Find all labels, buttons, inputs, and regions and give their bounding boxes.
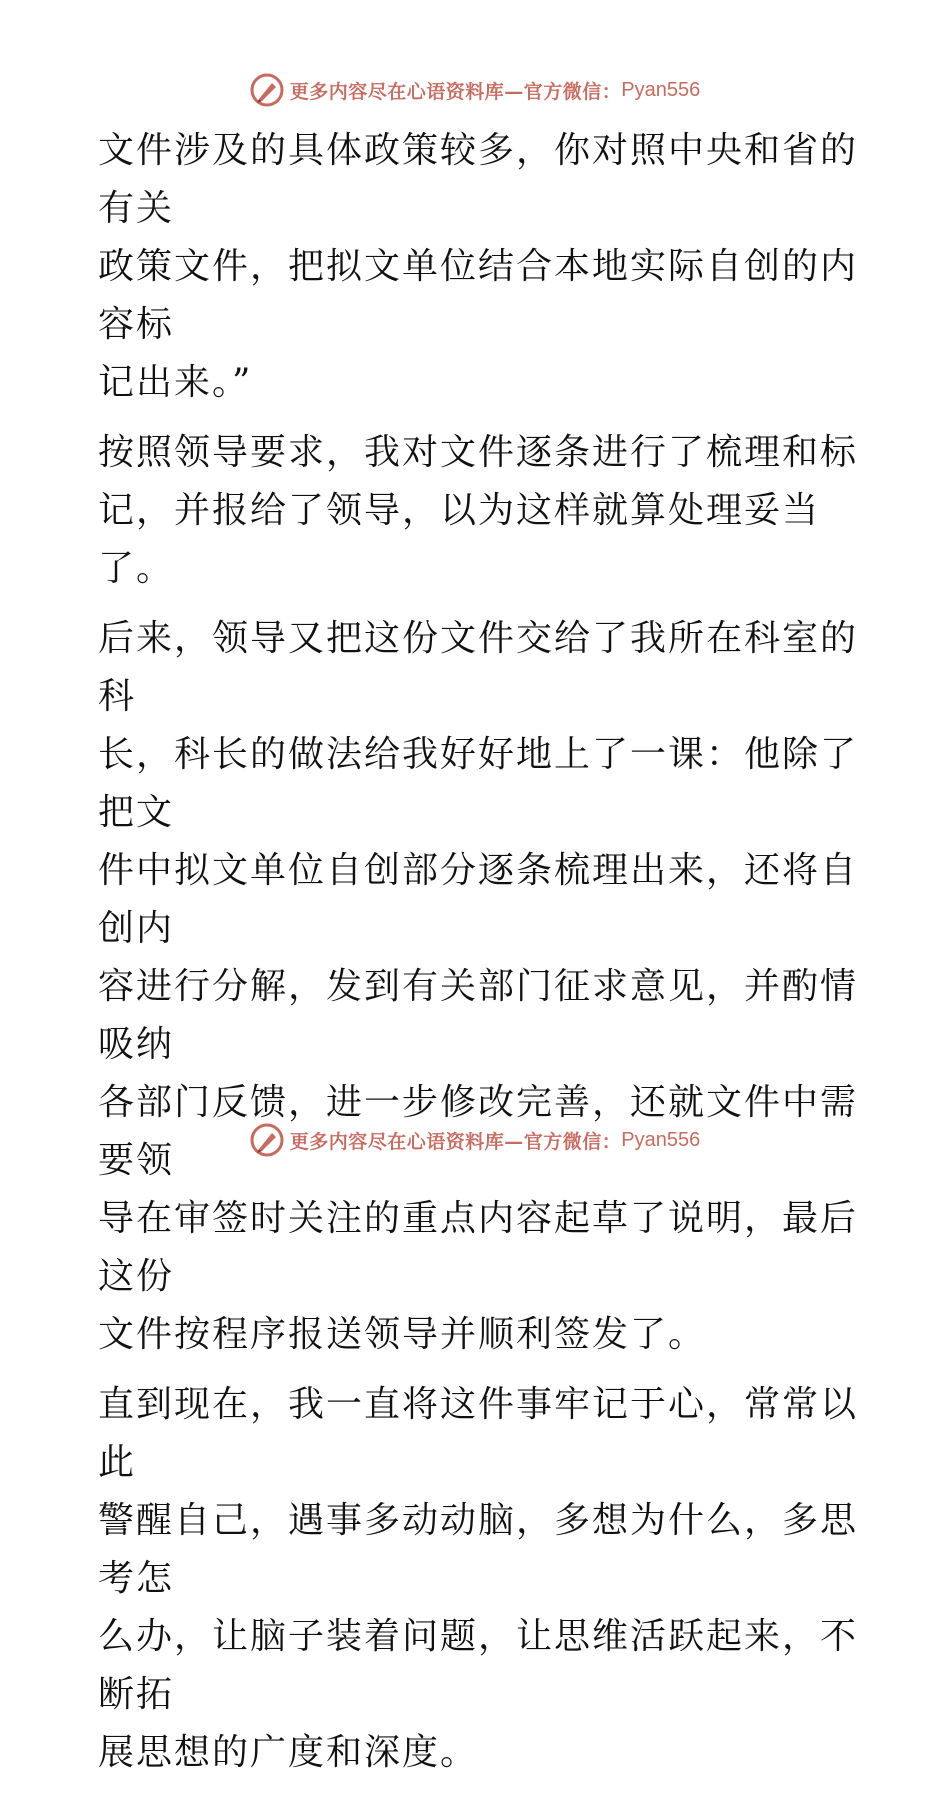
- paragraph: 后来，领导又把这份文件交给了我所在科室的科 长，科长的做法给我好好地上了一课：他除了把文 件中拟文单位自创部分逐条梳理出来，还将自创内 容进行分解，发到有关部门征求意见，并酌情吸纳 各部门反馈，进一步修改完善，还就文件中需要领 导在审签时关注的重点内容起草了说明，最后这份 文件按程序报送领导并顺利签发了。: [98, 618, 859, 1355]
- banner-text: 更多内容尽在心语资料库—官方微信：: [289, 80, 622, 103]
- pen-nib-logo-icon: [250, 1123, 284, 1157]
- document-body: [98, 122, 858, 1794]
- banner-text: 更多内容尽在心语资料库—官方微信：: [289, 1130, 622, 1153]
- paragraph: 按照领导要求，我对文件逐条进行了梳理和标 记，并报给了领导，以为这样就算处理妥当了。: [98, 432, 859, 589]
- banner-account: Pyan556: [621, 78, 701, 101]
- paragraph: 文件涉及的具体政策较多，你对照中央和省的有关 政策文件，把拟文单位结合本地实际自创的内容标 记出来。”: [98, 130, 859, 403]
- header-banner: [0, 72, 950, 108]
- paragraph: 直到现在，我一直将这件事牢记于心，常常以此 警醒自己，遇事多动动脑，多想为什么，多思考怎 么办，让脑子装着问题，让思维活跃起来，不断拓 展思想的广度和深度。: [98, 1384, 859, 1773]
- footer-banner: [0, 1122, 950, 1158]
- pen-nib-logo-icon: [250, 73, 284, 107]
- banner-account: Pyan556: [621, 1128, 701, 1151]
